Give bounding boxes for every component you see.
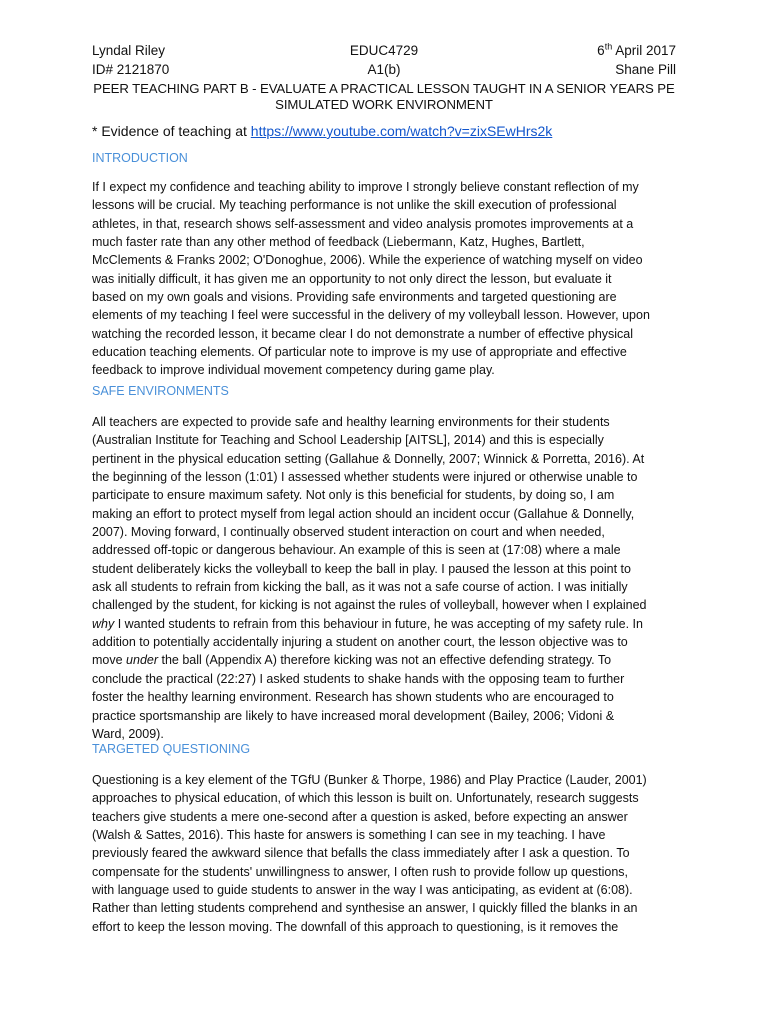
- safe-environments-paragraph: [92, 413, 682, 743]
- paragraph-line: elements of my teaching I feel were successful in the delivery of my volleyball lesson. However, upon: [92, 308, 650, 323]
- submission-date: [597, 42, 676, 60]
- paragraph-line: pertinent in the physical education setting (Gallahue & Donnelly, 2007; Winnick & Porretta, 2016). At: [92, 451, 645, 466]
- paragraph-line: feedback to improve individual movement competency during game play.: [92, 363, 495, 378]
- paragraph-line: student deliberately kicks the volleyball to keep the ball in play. I paused the lesson at this point to: [92, 561, 631, 576]
- title-line-1: PEER TEACHING PART B - EVALUATE A PRACTICAL LESSON TAUGHT IN A SENIOR YEARS PE: [93, 81, 675, 96]
- paragraph-line: compensate for the students' unwillingness to answer, I often rush to provide follow up questions,: [92, 864, 629, 879]
- paragraph-line: effort to keep the lesson moving. The downfall of this approach to questioning, is it removes the: [92, 919, 619, 934]
- paragraph-line: the beginning of the lesson (1:01) I assessed whether students were injured or otherwise unable to: [92, 470, 638, 485]
- paragraph-line: addressed off-topic or dangerous behaviour. An example of this is seen at (17:08) where a male: [92, 543, 621, 558]
- paragraph-line: Ward, 2009).: [92, 726, 164, 741]
- date-suffix: th: [604, 41, 613, 52]
- paragraph-line: was initially difficult, it has given me an opportunity to not only direct the lesson, but evaluate it: [92, 271, 612, 286]
- paragraph-line: participate to ensure maximum safety. Not only is this beneficial for students, by doing so, I am: [92, 488, 615, 503]
- course-code: EDUC4729: [349, 43, 419, 58]
- emphasis-why: why: [92, 616, 115, 631]
- paragraph-line: 2007). Moving forward, I continually observed student interaction on court and when needed,: [92, 525, 605, 540]
- title-line-2: SIMULATED WORK ENVIRONMENT: [275, 97, 493, 112]
- evidence-line: [92, 122, 552, 140]
- paragraph-line: with language used to guide students to answer in the way I was anticipating, as evident at (6:08).: [92, 883, 633, 898]
- paragraph-line: foster the healthy learning environment. Research has shown students who are encouraged to: [92, 690, 614, 705]
- paragraph-line: making an effort to protect myself from legal action should an incident occur (Gallahue & Donnelly,: [92, 506, 635, 521]
- paragraph-line: ask all students to refrain from kicking the ball, as it was not a safe course of action. I was initially: [92, 580, 628, 595]
- paragraph-line: (Australian Institute for Teaching and School Leadership [AITSL], 2014) and this is especially: [92, 433, 604, 448]
- paragraph-line: previously feared the awkward silence that befalls the class immediately after I ask a question. To: [92, 846, 630, 861]
- line-rest: I wanted students to refrain from this behaviour in future, he was accepting of my safety rule. In: [114, 616, 643, 631]
- paragraph-line: [92, 651, 682, 669]
- paragraph-line: approaches to physical education, of which this lesson is built on. Unfortunately, research suggests: [92, 791, 639, 806]
- paragraph-line: practice sportsmanship are likely to have increased moral development (Bailey, 2006; Vidoni &: [92, 708, 615, 723]
- paragraph-line: education teaching elements. Of particular note to improve is my use of appropriate and effective: [92, 345, 627, 360]
- author-name: Lyndal Riley: [92, 43, 166, 58]
- paragraph-line: Questioning is a key element of the TGfU (Bunker & Thorpe, 1986) and Play Practice (Lauder, 2001): [92, 773, 647, 787]
- paragraph-line: All teachers are expected to provide safe and healthy learning environments for their students: [92, 415, 610, 429]
- paragraph-line: McClements & Franks 2002; O'Donoghue, 2006). While the experience of watching myself on video: [92, 253, 643, 268]
- paragraph-line: lessons will be crucial. My teaching performance is not unlike the skill execution of professional: [92, 198, 617, 213]
- safe-environments-heading: SAFE ENVIRONMENTS: [92, 384, 229, 398]
- assignment-code: A1(b): [367, 62, 401, 77]
- paragraph-line: athletes, in that, research shows self-assessment and video analysis promotes improvements at a: [92, 216, 634, 231]
- introduction-paragraph: [92, 178, 682, 380]
- paragraph-line: teachers give students a mere one-second after a question is asked, before expecting an answer: [92, 809, 628, 824]
- paragraph-line: based on my own goals and visions. Providing safe environments and targeted questioning are: [92, 290, 617, 305]
- date-day: 6: [597, 43, 605, 58]
- youtube-link[interactable]: https://www.youtube.com/watch?v=zixSEwHrs2k: [250, 123, 553, 139]
- paragraph-line: (Walsh & Sattes, 2016). This haste for answers is something I can see in my teaching. I have: [92, 828, 606, 843]
- line-pre: move: [92, 653, 127, 668]
- paragraph-line: addition to potentially accidentally injuring a student on another court, the lesson objective was to: [92, 635, 628, 650]
- targeted-questioning-heading: TARGETED QUESTIONING: [92, 742, 251, 756]
- paragraph-line: much faster rate than any other method of feedback (Liebermann, Katz, Hughes, Bartlett,: [92, 235, 585, 250]
- paragraph-line: watching the recorded lesson, it became clear I do not demonstrate a number of effective physical: [92, 326, 634, 341]
- document-title: [80, 81, 688, 113]
- lecturer-name: Shane Pill: [615, 62, 676, 77]
- paragraph-line: challenged by the student, for kicking is not against the rules of volleyball, however when I explained: [92, 598, 647, 613]
- emphasis-under: under: [126, 653, 159, 668]
- evidence-prefix: * Evidence of teaching at: [92, 123, 251, 139]
- paragraph-line: Rather than letting students comprehend and synthesise an answer, I quickly filled the blanks in an: [92, 901, 638, 916]
- student-id: ID# 2121870: [92, 62, 170, 77]
- introduction-heading: INTRODUCTION: [92, 151, 188, 165]
- paragraph-line: If I expect my confidence and teaching ability to improve I strongly believe constant reflection of my: [92, 180, 639, 194]
- date-month-year: April 2017: [612, 43, 676, 58]
- line-rest: the ball (Appendix A) therefore kicking was not an effective defending strategy. To: [158, 653, 612, 668]
- paragraph-line: [92, 615, 682, 633]
- targeted-questioning-paragraph: [92, 771, 682, 936]
- paragraph-line: conclude the practical (22:27) I asked students to shake hands with the opposing team to further: [92, 671, 625, 686]
